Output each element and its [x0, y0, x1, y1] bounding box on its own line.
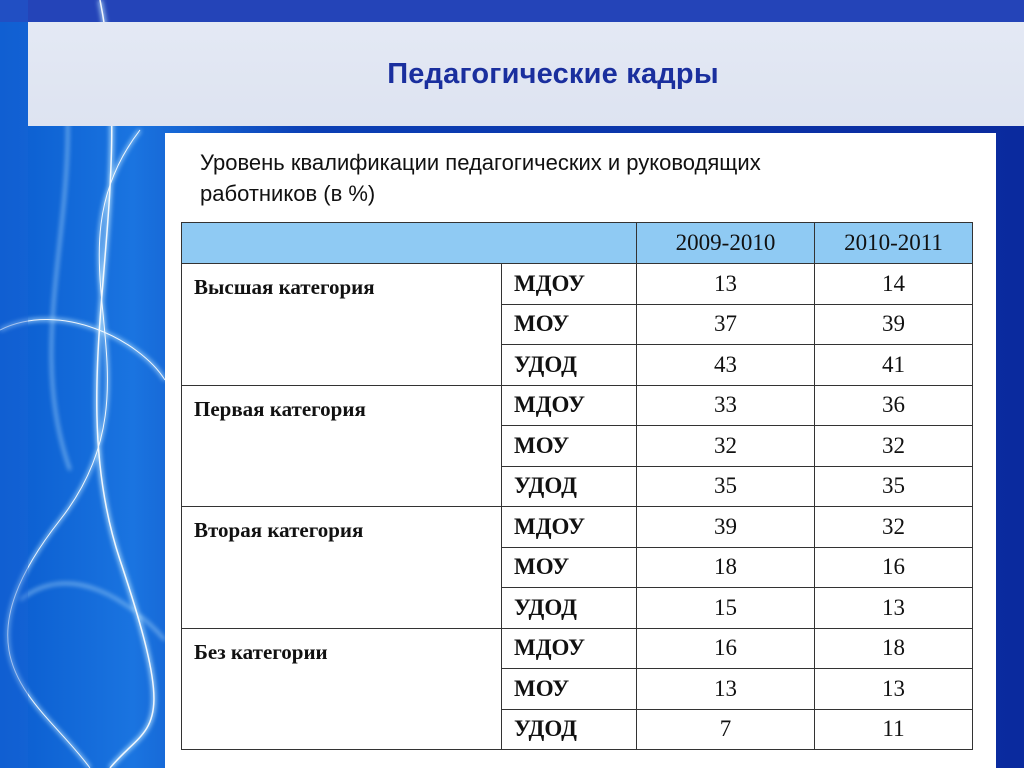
institution-cell: МОУ: [502, 304, 637, 345]
institution-cell: МОУ: [502, 426, 637, 467]
table-caption-line-2: работников (в %): [200, 181, 376, 206]
header-year-2009-2010: 2009-2010: [637, 223, 815, 264]
institution-cell: МОУ: [502, 547, 637, 588]
institution-cell: УДОД: [502, 588, 637, 629]
value-2010-2011-cell: 35: [815, 466, 973, 507]
value-2010-2011-cell: 39: [815, 304, 973, 345]
table-body: [182, 264, 973, 750]
institution-cell: МДОУ: [502, 385, 637, 426]
header-year-2010-2011: 2010-2011: [815, 223, 973, 264]
value-2010-2011-cell: 32: [815, 507, 973, 548]
category-cell: Без категории: [182, 628, 502, 750]
value-2010-2011-cell: 41: [815, 345, 973, 386]
table-caption-line-1: Уровень квалификации педагогических и руководящих: [200, 150, 761, 175]
category-cell: Вторая категория: [182, 507, 502, 629]
value-2010-2011-cell: 13: [815, 669, 973, 710]
institution-cell: МДОУ: [502, 507, 637, 548]
value-2009-2010-cell: 18: [637, 547, 815, 588]
table-header-row: [182, 223, 973, 264]
slide-title: Педагогические кадры: [387, 58, 719, 90]
value-2010-2011-cell: 13: [815, 588, 973, 629]
value-2009-2010-cell: 16: [637, 628, 815, 669]
value-2009-2010-cell: 39: [637, 507, 815, 548]
institution-cell: УДОД: [502, 466, 637, 507]
value-2009-2010-cell: 7: [637, 709, 815, 750]
institution-cell: МДОУ: [502, 628, 637, 669]
institution-cell: УДОД: [502, 709, 637, 750]
value-2010-2011-cell: 16: [815, 547, 973, 588]
table-row: [182, 264, 973, 305]
institution-cell: МОУ: [502, 669, 637, 710]
value-2009-2010-cell: 13: [637, 264, 815, 305]
value-2010-2011-cell: 18: [815, 628, 973, 669]
table-caption: [200, 147, 900, 209]
header-blank-cell: [182, 223, 637, 264]
value-2010-2011-cell: 36: [815, 385, 973, 426]
value-2010-2011-cell: 32: [815, 426, 973, 467]
value-2009-2010-cell: 37: [637, 304, 815, 345]
category-cell: Высшая категория: [182, 264, 502, 386]
table-row: [182, 385, 973, 426]
value-2009-2010-cell: 32: [637, 426, 815, 467]
table-row: [182, 628, 973, 669]
value-2009-2010-cell: 35: [637, 466, 815, 507]
value-2009-2010-cell: 15: [637, 588, 815, 629]
value-2009-2010-cell: 33: [637, 385, 815, 426]
table-row: [182, 507, 973, 548]
institution-cell: МДОУ: [502, 264, 637, 305]
value-2009-2010-cell: 43: [637, 345, 815, 386]
institution-cell: УДОД: [502, 345, 637, 386]
value-2009-2010-cell: 13: [637, 669, 815, 710]
value-2010-2011-cell: 11: [815, 709, 973, 750]
qualification-table: [181, 222, 973, 750]
value-2010-2011-cell: 14: [815, 264, 973, 305]
category-cell: Первая категория: [182, 385, 502, 507]
